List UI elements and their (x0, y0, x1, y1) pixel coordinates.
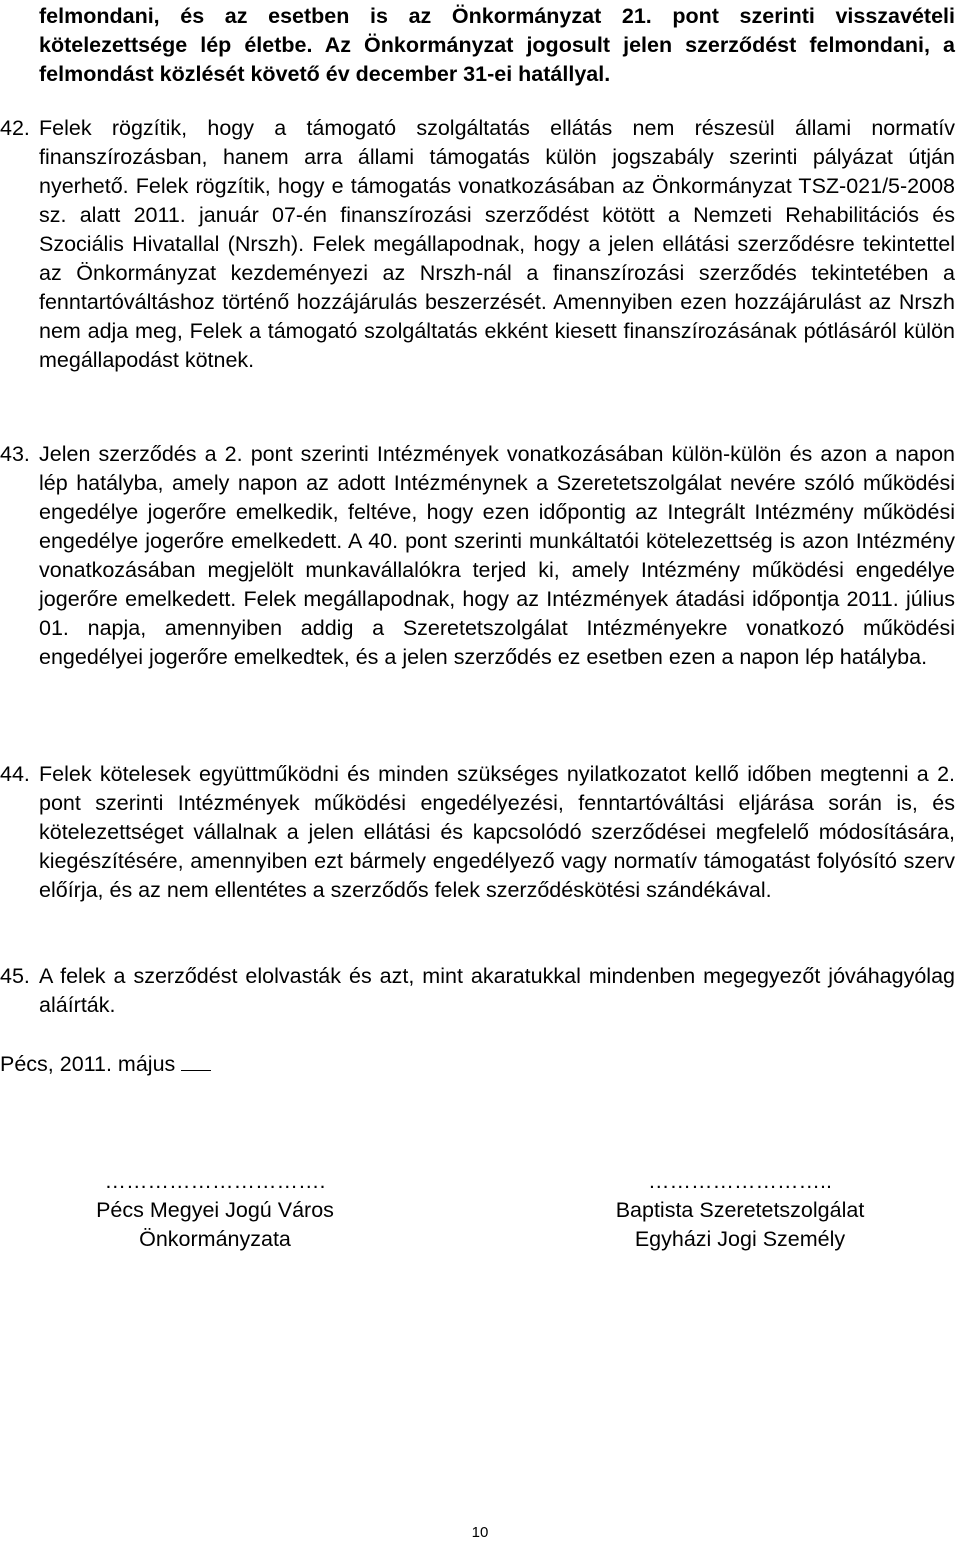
page-number: 10 (471, 1524, 489, 1541)
place-and-date-line (0, 1050, 211, 1079)
signature-block-municipality (50, 1167, 380, 1254)
signatory-role: Önkormányzata (139, 1227, 291, 1251)
item-number: 43. (0, 442, 30, 466)
item-text: Jelen szerződés a 2. pont szerinti Intézmények vonatkozásában külön-külön és azon a napon lép hatályba, amely napon az adott Intézménynek a Szeretetszolgálat nevére szóló működési engedélye jogerőre emelkedik, feltéve, hogy ezen időpontig az Integrált Intézmény működési engedélye jogerőre emelkedett. A 40. pont szerinti munkáltatói kötelezettség is azon Intézmény vonatkozásában megjelölt munkavállalókra terjed ki, amely Intézmény működési engedélye jogerőre emelkedett. Felek megállapodnak, hogy az Intézmények átadási időpontja 2011. július 01. napja, amennyiben addig a Szeretetszolgálat Intézményekre vonatkozó működési engedélyei jogerőre emelkedtek, és a jelen szerződés ez esetben ezen a napon lép hatályba. (39, 442, 955, 669)
signature-block-baptist-service (575, 1167, 905, 1254)
item-text: A felek a szerződést elolvasták és azt, mint akaratukkal mindenben megegyezőt jóváhagyólag aláírták. (39, 964, 955, 1017)
place-and-date-text: Pécs, 2011. május (0, 1052, 176, 1076)
item-number: 45. (0, 964, 30, 988)
opening-bold-paragraph: felmondani, és az esetben is az Önkormányzat 21. pont szerinti visszavételi kötelezettsége lép életbe. Az Önkormányzat jogosult jelen szerződést felmondani, a felmondást közlését követő év december 31-ei hatállyal. (39, 4, 955, 86)
signature-dots: …………………….. (648, 1169, 832, 1193)
item-number: 42. (0, 116, 30, 140)
signature-dots: …………………………. (104, 1169, 326, 1193)
numbered-item-43 (0, 440, 955, 672)
numbered-item-45 (0, 962, 955, 1020)
item-number: 44. (0, 762, 30, 786)
date-blank-line (181, 1052, 211, 1071)
numbered-item-42 (0, 114, 955, 375)
signatory-role: Egyházi Jogi Személy (634, 1227, 846, 1251)
item-text: Felek kötelesek együttműködni és minden szükséges nyilatkozatot kellő időben megtenni a 2. pont szerinti Intézmények működési engedélyezési, fenntartóváltási eljárása során is, és kötelezettséget vállalnak a jelen ellátási és kapcsolódó szerződései megfelelő módosítására, kiegészítésére, amennyiben ezt bármely engedélyező vagy normatív támogatást folyósító szerv előírja, és az nem ellentétes a szerződős felek szerződéskötési szándékával. (39, 762, 955, 902)
numbered-item-44 (0, 760, 955, 905)
signatory-name: Baptista Szeretetszolgálat (615, 1198, 865, 1222)
signatory-name: Pécs Megyei Jogú Város (96, 1198, 334, 1222)
item-text: Felek rögzítik, hogy a támogató szolgáltatás ellátás nem részesül állami normatív finanszírozásban, hanem arra állami támogatás külön jogszabály szerinti pályázat útján nyerhető. Felek rögzítik, hogy e támogatás vonatkozásában az Önkormányzat TSZ-021/5-2008 sz. alatt 2011. január 07-én finanszírozási szerződést kötött a Nemzeti Rehabilitációs és Szociális Hivatallal (Nrszh). Felek megállapodnak, hogy a jelen ellátási szerződésre tekintettel az Önkormányzat kezdeményezi az Nrszh-nál a finanszírozási szerződés tekintetében a fenntartóváltáshoz történő hozzájárulás beszerzését. Amennyiben ezen hozzájárulást az Nrszh nem adja meg, Felek a támogató szolgáltatás ekként kiesett finanszírozásának pótlásáról külön megállapodást kötnek. (39, 116, 955, 372)
